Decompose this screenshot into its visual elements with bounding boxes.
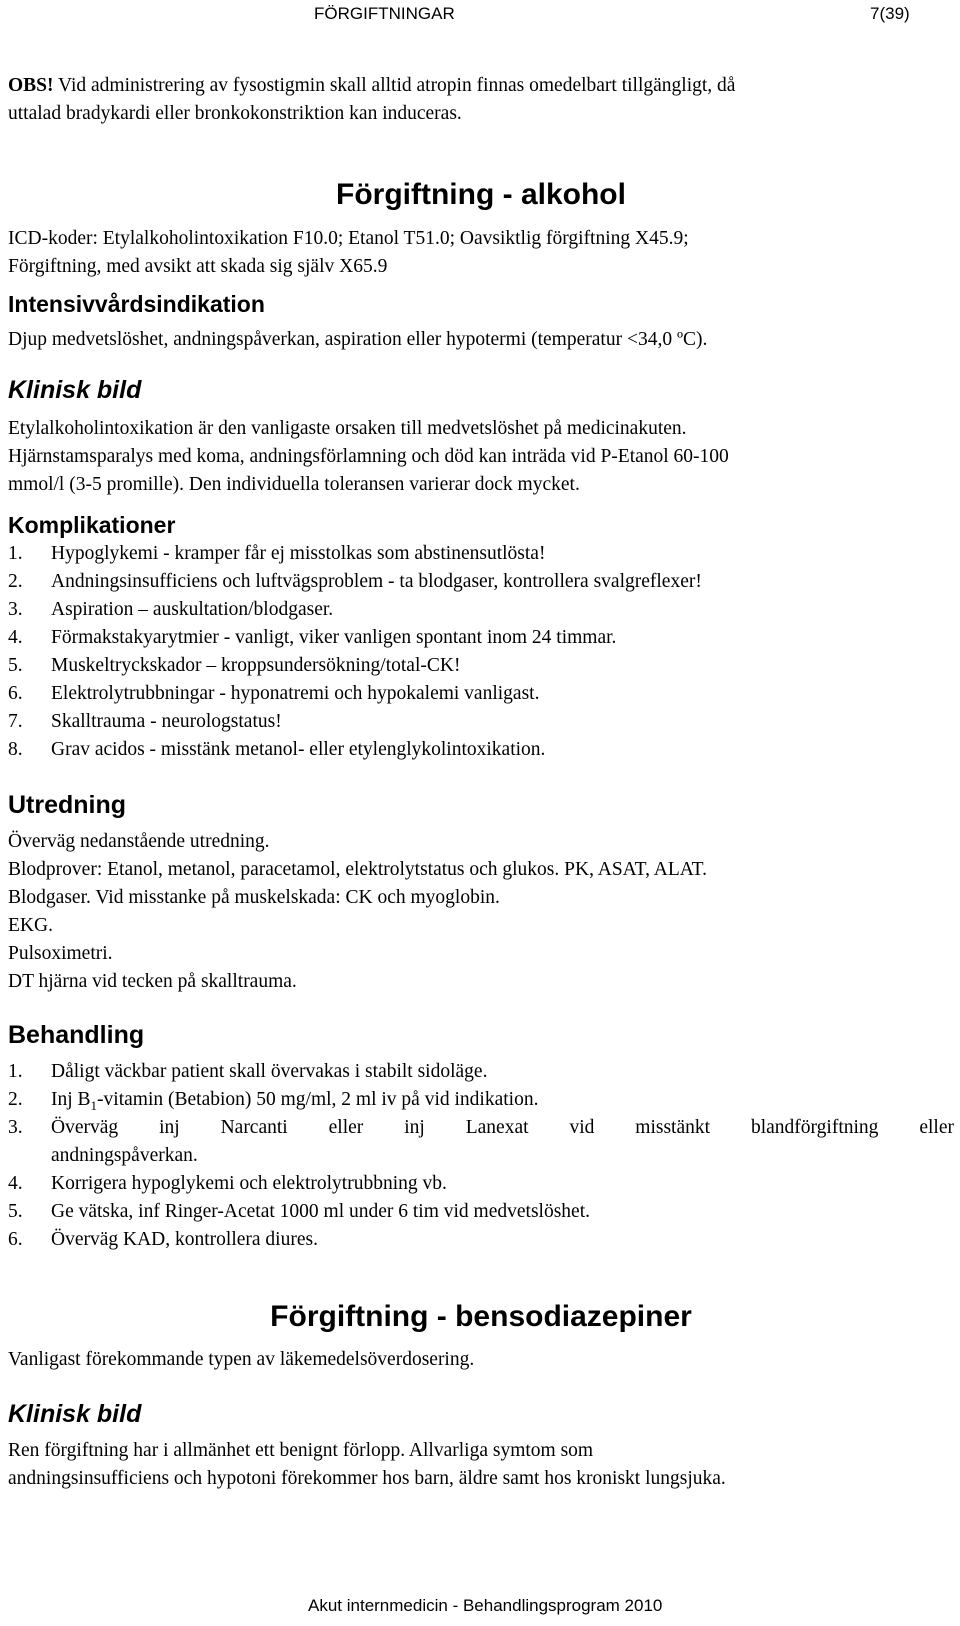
icd-line2: Förgiftning, med avsikt att skada sig själv X65.9 (8, 256, 388, 277)
utredning-line: Överväg nedanstående utredning. (8, 831, 270, 852)
list-item: 8. Grav acidos - misstänk metanol- eller etylenglykolintoxikation. (8, 739, 546, 760)
obs-text-line1: Vid administrering av fysostigmin skall alltid atropin finnas omedelbart tillgängligt, då (53, 75, 736, 96)
list-item: 5. Muskeltryckskador – kroppsundersökning/total-CK! (8, 655, 461, 676)
klinisk-line3: mmol/l (3-5 promille). Den individuella toleransen varierar dock mycket. (8, 474, 580, 495)
intensiv-text: Djup medvetslöshet, andningspåverkan, aspiration eller hypotermi (temperatur <34,0 ºC). (8, 329, 708, 350)
section-title-bensodiazepiner: Förgiftning - bensodiazepiner (270, 1300, 692, 1333)
list-item: 2. Inj $B_1$-vitamin (Betabion) 50 mg/ml, 2 ml iv på vid indikation. (8, 1089, 539, 1113)
klinisk-line2: Hjärnstamsparalys med koma, andningsförlamning och död kan inträda vid P-Etanol 60-100 (8, 446, 729, 467)
benso-klinisk-line2: andningsinsufficiens och hypotoni förekommer hos barn, äldre samt hos kroniskt lungsjuka. (8, 1468, 726, 1489)
list-item: 3. Aspiration – auskultation/blodgaser. (8, 599, 334, 620)
list-item: 3. Överväg inj Narcanti eller inj Lanexat vid misstänkt blandförgiftning eller andningspåverkan. (8, 1117, 954, 1166)
utredning-line: EKG. (8, 915, 53, 936)
page-number: 7(39) (870, 4, 910, 23)
page-footer: Akut internmedicin - Behandlingsprogram 2010 (308, 1596, 663, 1615)
klinisk-bild-text (8, 415, 954, 499)
benso-klinisk-line1: Ren förgiftning har i allmänhet ett benignt förlopp. Allvarliga symtom som (8, 1440, 594, 1461)
benso-klinisk-text (8, 1437, 954, 1493)
heading-utredning: Utredning (8, 791, 127, 819)
running-header-title: FÖRGIFTNINGAR (314, 4, 455, 23)
list-item: 5. Ge vätska, inf Ringer-Acetat 1000 ml under 6 tim vid medvetslöshet. (8, 1201, 590, 1222)
benso-intro: Vanligast förekommande typen av läkemedelsöverdosering. (8, 1349, 475, 1370)
heading-klinisk-bild: Klinisk bild (8, 376, 142, 404)
list-item: 4. Korrigera hypoglykemi och elektrolytrubbning vb. (8, 1173, 447, 1194)
heading-behandling: Behandling (8, 1021, 145, 1049)
heading-komplikationer: Komplikationer (8, 512, 176, 538)
list-item: 6. Överväg KAD, kontrollera diures. (8, 1229, 318, 1250)
list-item: 1. Dåligt väckbar patient skall övervakas i stabilt sidoläge. (8, 1061, 488, 1082)
utredning-text (8, 828, 954, 996)
klinisk-line1: Etylalkoholintoxikation är den vanligaste orsaken till medvetslöshet på medicinakuten. (8, 418, 687, 439)
obs-text-line2: uttalad bradykardi eller bronkokonstriktion kan induceras. (8, 103, 462, 124)
obs-paragraph (8, 72, 954, 128)
utredning-line: DT hjärna vid tecken på skalltrauma. (8, 971, 297, 992)
list-item: 6. Elektrolytrubbningar - hyponatremi och hypokalemi vanligast. (8, 683, 540, 704)
section-title-alkohol: Förgiftning - alkohol (336, 178, 626, 211)
obs-label: OBS! (8, 75, 54, 96)
heading-intensivvardsindikation: Intensivvårdsindikation (8, 291, 265, 317)
icd-codes (8, 225, 954, 281)
icd-line1: ICD-koder: Etylalkoholintoxikation F10.0; Etanol T51.0; Oavsiktlig förgiftning X45.9; (8, 228, 689, 249)
utredning-line: Blodprover: Etanol, metanol, paracetamol, elektrolytstatus och glukos. PK, ASAT, ALAT. (8, 859, 707, 880)
behandling-list (8, 1058, 954, 1254)
komplikationer-list (8, 540, 954, 764)
utredning-line: Pulsoximetri. (8, 943, 113, 964)
utredning-line: Blodgaser. Vid misstanke på muskelskada: CK och myoglobin. (8, 887, 500, 908)
list-item: 4. Förmakstakyarytmier - vanligt, viker vanligen spontant inom 24 timmar. (8, 627, 617, 648)
list-item: 7. Skalltrauma - neurologstatus! (8, 711, 282, 732)
list-item: 2. Andningsinsufficiens och luftvägsproblem - ta blodgaser, kontrollera svalgreflexer! (8, 571, 702, 592)
heading-klinisk-bild-benso: Klinisk bild (8, 1400, 142, 1428)
list-item: 1. Hypoglykemi - kramper får ej misstolkas som abstinensutlösta! (8, 543, 546, 564)
